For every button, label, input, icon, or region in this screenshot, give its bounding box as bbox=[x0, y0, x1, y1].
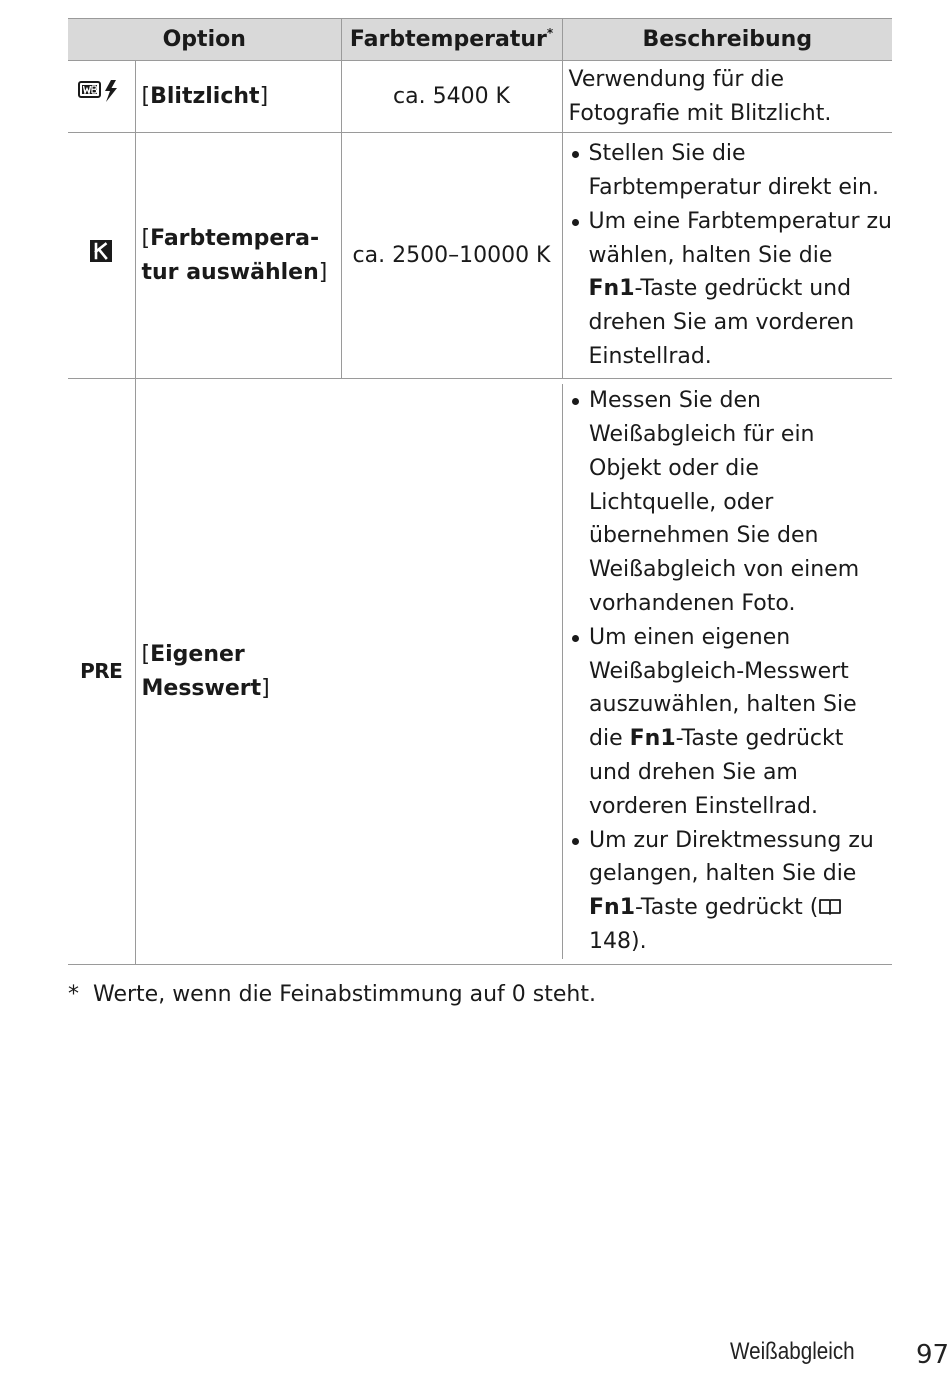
bracket-open: [ bbox=[141, 83, 151, 109]
page-number: 97 bbox=[916, 1340, 950, 1370]
bullet-item bbox=[569, 384, 892, 621]
option-name-line2: tur auswählen bbox=[141, 259, 319, 285]
footer-section-title: Weißabgleich bbox=[730, 1338, 855, 1365]
merged-cell bbox=[341, 379, 892, 965]
table-header-row bbox=[68, 19, 892, 61]
bullet-list bbox=[569, 384, 892, 959]
bullet-text: -Taste gedrückt und drehen Sie am vorderen Einstellrad. bbox=[589, 726, 844, 819]
bullet-text: ). bbox=[631, 928, 647, 954]
bullet-text: Um einen eigenen Weißabgleich-Messwert auszuwählen, halten Sie die bbox=[589, 624, 857, 752]
option-icon-cell bbox=[68, 379, 135, 965]
option-name: Eigener Messwert bbox=[141, 641, 262, 701]
option-name: Blitzlicht bbox=[150, 83, 260, 109]
description-text: Verwendung für die Fotografie mit Blitzlicht. bbox=[562, 61, 892, 133]
header-description: Beschreibung bbox=[562, 19, 892, 61]
footnote bbox=[68, 978, 596, 1012]
option-icon-cell bbox=[68, 61, 135, 133]
white-balance-table bbox=[68, 18, 892, 965]
bullet-list bbox=[569, 137, 893, 374]
bullet-item bbox=[569, 621, 892, 824]
bracket-open: [ bbox=[141, 641, 151, 667]
bullet-text: Messen Sie den Weißabgleich für ein Objekt oder die Lichtquelle, oder übernehmen Sie den Weißabgleich von einem vorhandenen Foto. bbox=[589, 388, 860, 616]
header-temperature-label: Farbtemperatur bbox=[349, 26, 547, 52]
flash-wb-icon bbox=[78, 78, 124, 104]
bracket-open: [ bbox=[141, 225, 151, 251]
bracket-close: ] bbox=[318, 259, 328, 285]
option-name-line1: Farbtempera- bbox=[150, 225, 320, 251]
option-name-cell bbox=[135, 379, 341, 965]
description-cell bbox=[562, 384, 892, 959]
bracket-close: ] bbox=[259, 83, 269, 109]
fn1-button-label: Fn1 bbox=[589, 895, 636, 921]
option-icon-cell bbox=[68, 133, 135, 379]
fn1-button-label: Fn1 bbox=[588, 276, 635, 302]
bullet-text: -Taste gedrückt und drehen Sie am vorderen Einstellrad. bbox=[588, 276, 855, 369]
fn1-button-label: Fn1 bbox=[629, 726, 676, 752]
table-row-flash bbox=[68, 61, 892, 133]
bullet-text: Um zur Direktmessung zu gelangen, halten Sie die bbox=[589, 827, 874, 887]
option-name-cell bbox=[135, 133, 341, 379]
pre-icon: PRE bbox=[80, 658, 123, 683]
bullet-text: -Taste gedrückt ( bbox=[635, 895, 819, 921]
footnote-text: Werte, wenn die Feinabstimmung auf 0 steht. bbox=[93, 982, 596, 1007]
table-row-preset-manual bbox=[68, 379, 892, 965]
table-row-color-temperature bbox=[68, 133, 892, 379]
page-reference[interactable]: 148 bbox=[589, 928, 632, 954]
k-icon bbox=[90, 240, 112, 262]
footnote-marker: * bbox=[546, 25, 554, 40]
header-temperature bbox=[341, 19, 562, 61]
temperature-value: ca. 5400 K bbox=[341, 61, 562, 133]
footnote-star: * bbox=[68, 982, 79, 1007]
bullet-item bbox=[569, 824, 892, 959]
option-name-cell bbox=[135, 61, 341, 133]
bullet-text: Um eine Farbtemperatur zu wählen, halten Sie die bbox=[588, 208, 893, 268]
bracket-close: ] bbox=[261, 675, 270, 701]
bullet-text: Stellen Sie die Farbtemperatur direkt ein. bbox=[588, 141, 879, 200]
bullet-item bbox=[569, 205, 893, 374]
book-reference-icon bbox=[818, 897, 842, 917]
header-option: Option bbox=[68, 19, 341, 61]
temperature-value: ca. 2500–10000 K bbox=[341, 133, 562, 379]
description-cell bbox=[562, 133, 892, 379]
empty-temperature-area bbox=[341, 384, 562, 959]
bullet-item bbox=[569, 137, 893, 205]
